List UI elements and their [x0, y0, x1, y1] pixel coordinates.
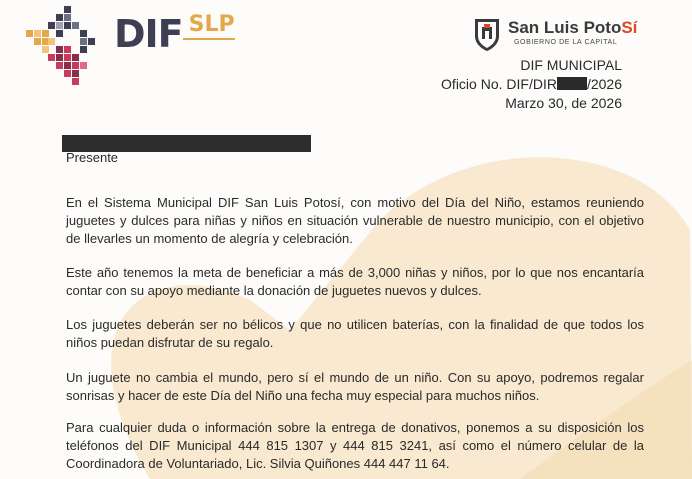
paragraph-intro: En el Sistema Municipal DIF San Luis Potosí, con motivo del Día del Niño, estamos reuniendo juguetes y dulces para niñas y niños en situación vulnerable de nuestro municipio, con el objetivo de llevarles un momento de alegría y celebración. — [66, 195, 644, 246]
city-crest-icon — [472, 16, 502, 52]
office-name: DIF MUNICIPAL — [520, 57, 622, 73]
salutation: Presente — [66, 150, 119, 165]
brand-slp-text: SLP — [188, 12, 235, 37]
brand-dif-text: DIF — [114, 12, 183, 56]
oficio-number — [441, 75, 622, 94]
paragraph-goal: Este año tenemos la meta de beneficiar a más de 3,000 niñas y niños, por lo que nos encantaría contar con su apoyo mediante la donación de juguetes nuevos y dulces. — [66, 265, 644, 298]
oficio-suffix: /2026 — [586, 76, 622, 92]
paragraph-motto: Un juguete no cambia el mundo, pero sí el mundo de un niño. Con su apoyo, podremos regalar sonrisas y hacer de este Día del Niño una fecha muy especial para muchos niños. — [66, 370, 644, 403]
dif-logo-icon — [18, 4, 108, 94]
oficio-redaction — [557, 77, 587, 90]
paragraph-contact: Para cualquier duda o información sobre la entrega de donativos, ponemos a su disposición los teléfonos del DIF Municipal 444 815 1307 y 444 815 3241, así como el número celular de la Coordinadora de Voluntariado, Lic. Silvia Quiñones 444 447 11 64. — [66, 420, 644, 471]
city-name-main: San Luis Poto — [508, 18, 622, 37]
city-name-accent: Sí — [621, 18, 638, 37]
city-logo — [508, 18, 637, 48]
letter-date: Marzo 30, de 2026 — [505, 95, 622, 111]
letter-header-info — [441, 56, 622, 113]
brand-underline — [183, 38, 235, 40]
oficio-prefix: Oficio No. DIF/DIR — [441, 76, 557, 92]
dif-slp-brand — [114, 14, 235, 54]
city-tagline: GOBIERNO DE LA CAPITAL — [514, 39, 618, 46]
paragraph-requirements: Los juguetes deberán ser no bélicos y que no utilicen baterías, con la finalidad de que todos los niños puedan disfrutar de su regalo. — [66, 317, 644, 350]
city-name — [508, 18, 637, 38]
